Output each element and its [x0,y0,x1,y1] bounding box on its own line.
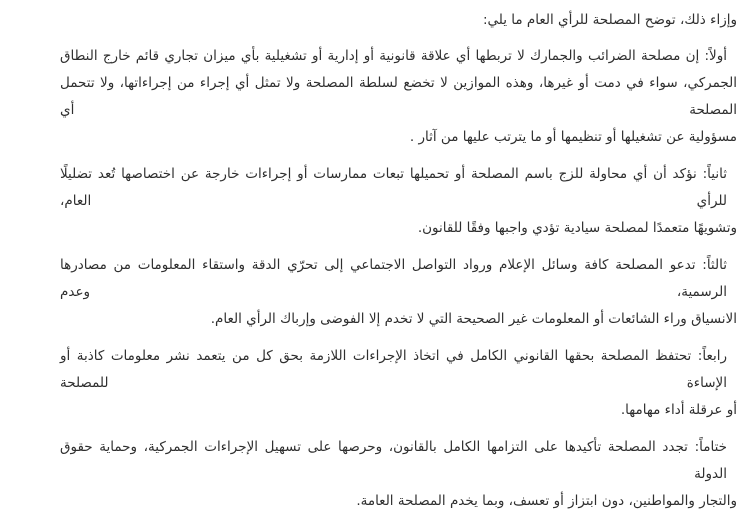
paragraph-first [60,43,737,151]
para-5-line-1: ختاماً: تجدد المصلحة تأكيدها على التزامها الكامل بالقانون، وحرصها على تسهيل الإجراءات الجمركية، وحماية حقوق الدولة [60,439,727,482]
para-3-line-1: ثالثاً: تدعو المصلحة كافة وسائل الإعلام ورواد التواصل الاجتماعي إلى تحرّي الدقة واستقاء المعلومات من مصادرها الرسمية، وعدم [60,257,727,300]
para-4-line-2: أو عرقلة أداء مهامها. [620,402,737,418]
paragraph-closing [60,434,737,515]
para-2-line-2: وتشويهًا متعمدًا لمصلحة سيادية تؤدي واجبها وفقًا للقانون. [417,220,737,236]
para-5-line-2: والتجار والمواطنين، دون ابتزاز أو تعسف، وبما يخدم المصلحة العامة. [356,493,737,509]
paragraph-third [60,252,737,333]
para-3-line-2: الانسياق وراء الشائعات أو المعلومات غير الصحيحة التي لا تخدم إلا الفوضى وإرباك الرأي العام. [210,311,737,327]
para-1-line-2: الجمركي، سواء في دمت أو غيرها، وهذه الموازين لا تخضع لسلطة المصلحة ولا تمثل أي إجراء من إجراءاتها، ولا تتحمل المصلحة أي [60,75,737,118]
para-2-line-1: ثانياً: نؤكد أن أي محاولة للزج باسم المصلحة أو تحميلها تبعات ممارسات أو إجراءات خارجة عن اختصاصها تُعد تضليلًا للرأي العام، [60,166,727,209]
para-1-line-1: أولاً: إن مصلحة الضرائب والجمارك لا تربطها أي علاقة قانونية أو إدارية أو تشغيلية بأي ميزان تجاري قائم خارج النطاق [60,48,727,64]
para-4-line-1: رابعاً: تحتفظ المصلحة بحقها القانوني الكامل في اتخاذ الإجراءات اللازمة بحق كل من يتعمد نشر معلومات كاذبة أو الإساءة للمصلحة [60,348,727,391]
paragraph-second [60,161,737,242]
intro-line: وإزاء ذلك، توضح المصلحة للرأي العام ما يلي: [482,12,737,28]
paragraph-fourth [60,343,737,424]
para-1-line-3: مسؤولية عن تشغيلها أو تنظيمها أو ما يترتب عليها من آثار . [409,129,737,145]
